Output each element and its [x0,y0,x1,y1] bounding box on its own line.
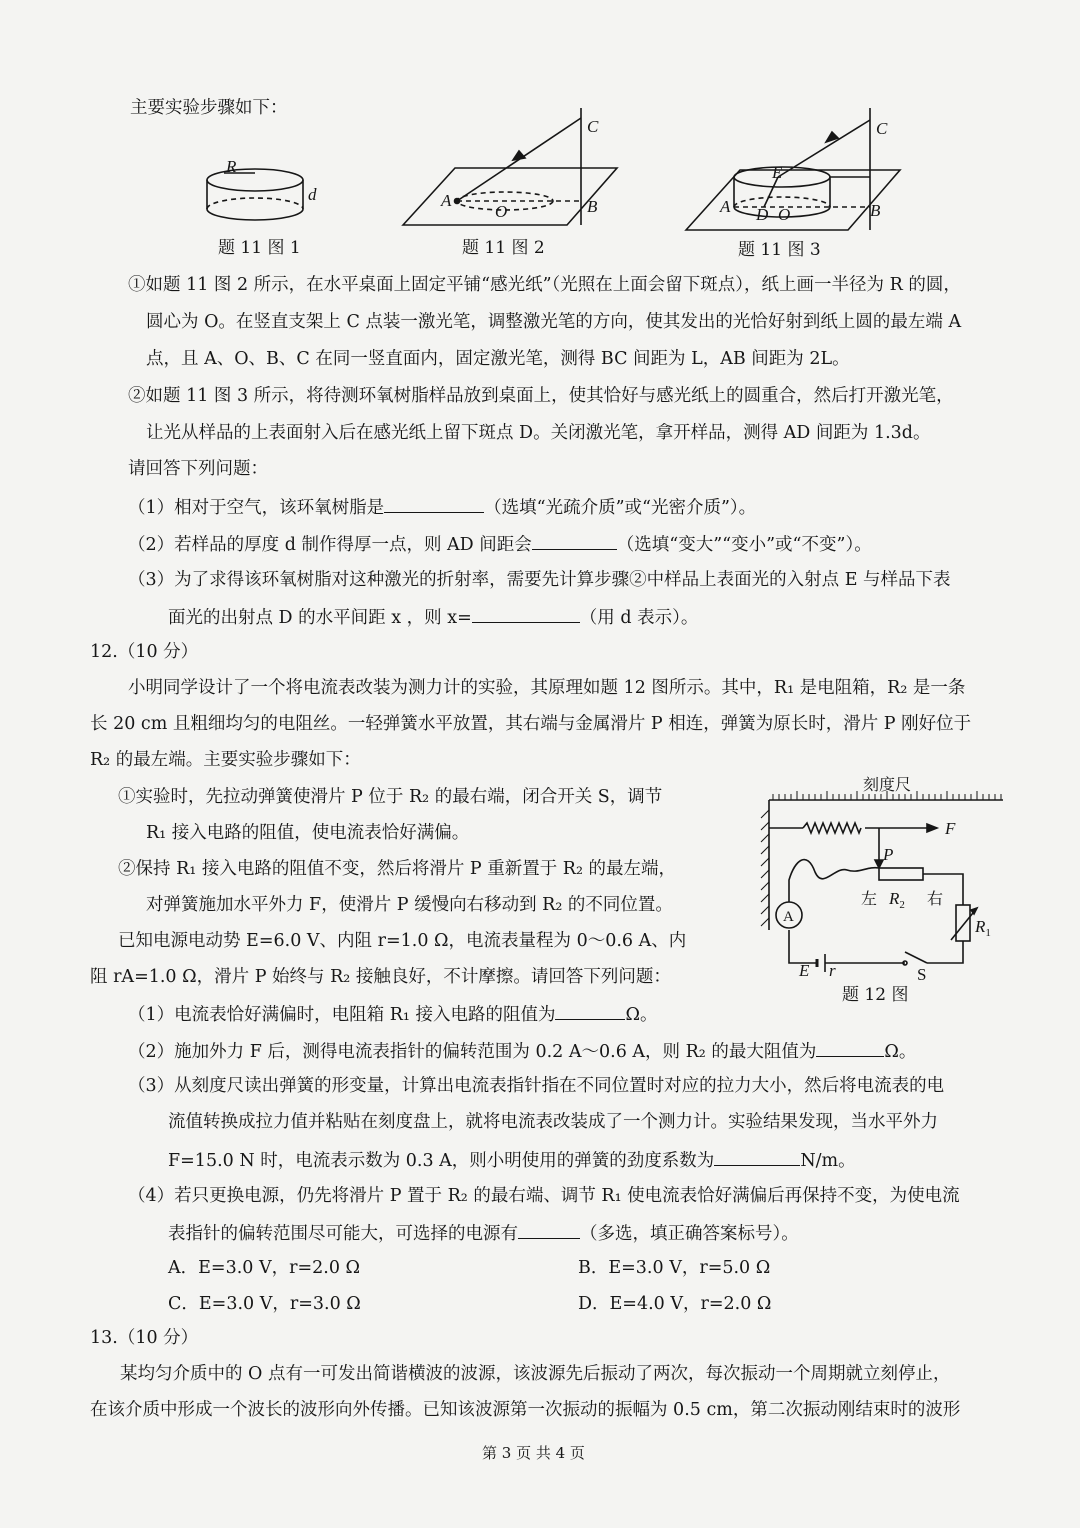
figure-12-circuit [755,775,1005,985]
label-B: B [587,197,598,216]
figure-11-3 [680,100,910,235]
q12-sub2-text: （2）施加外力 F 后，测得电流表指针的偏转范围为 0.2 A～0.6 A，则 R₂ 的最大阻值为 [128,1042,817,1062]
q12-sub3-text: F=15.0 N 时，电流表示数为 0.3 A，则小明使用的弹簧的劲度系数为 [168,1151,715,1171]
q11-step2-line1: ②如题 11 图 3 所示，将待测环氧树脂样品放到桌面上，使其恰好与感光纸上的圆重合，然后打开激光笔， [128,386,954,406]
label-F: F [945,819,956,838]
label-P: P [883,845,894,864]
answer-blank[interactable] [518,1222,580,1239]
label-d: d [308,185,317,204]
q12-step1-line2: R₁ 接入电路的阻值，使电流表恰好满偏。 [146,823,470,843]
ruler-label: 刻度尺 [863,775,912,794]
label-D: D [756,205,769,224]
label-B: B [870,201,881,220]
q12-sub1-unit: Ω。 [625,1005,658,1025]
page-footer: 第 3 页 共 4 页 [482,1444,585,1462]
caption-fig11-1: 题 11 图 1 [218,238,301,258]
q13-para-line1: 某均匀介质中的 O 点有一可发出简谐横波的波源，该波源先后振动了两次，每次振动一个周期就立刻停止， [120,1364,951,1384]
answer-blank[interactable] [384,496,484,513]
q12-given-line2: 阻 rA=1.0 Ω，滑片 P 始终与 R₂ 接触良好，不计摩擦。请回答下列问题： [90,967,671,987]
caption-fig12: 题 12 图 [842,985,909,1005]
answer-blank[interactable] [555,1003,625,1020]
q13-header: 13.（10 分） [90,1328,199,1348]
q12-sub2 [128,1040,916,1063]
label-A: A [441,191,452,210]
q12-sub4-line2 [168,1222,799,1245]
q11-sub2 [128,533,872,556]
option-C[interactable]: C．E=3.0 V，r=3.0 Ω [168,1294,361,1314]
q11-sub2-text: （2）若样品的厚度 d 制作得厚一点，则 AD 间距会 [128,535,532,555]
q12-header: 12.（10 分） [90,642,199,662]
option-B[interactable]: B．E=3.0 V，r=5.0 Ω [578,1258,771,1278]
q12-given-line1: 已知电源电动势 E=6.0 V、内阻 r=1.0 Ω，电流表量程为 0～0.6 A、内 [118,931,687,951]
q12-para-line1: 小明同学设计了一个将电流表改装为测力计的实验，其原理如题 12 图所示。其中，R₁ 是电阻箱，R₂ 是一条 [128,678,966,698]
label-O: O [778,205,791,224]
label-C: C [587,117,599,136]
resistor-R1 [956,905,970,941]
label-E: E [772,163,783,182]
q12-para-line2: 长 20 cm 且粗细均匀的电阻丝。一轻弹簧水平放置，其右端与金属滑片 P 相连，弹簧为原长时，滑片 P 刚好位于 [90,714,972,734]
q12-sub1-text: （1）电流表恰好满偏时，电阻箱 R₁ 接入电路的阻值为 [128,1005,556,1025]
q11-sub3-line1: （3）为了求得该环氧树脂对这种激光的折射率，需要先计算步骤②中样品上表面光的入射点 E 与样品下表 [128,570,951,590]
q12-para-line3: R₂ 的最左端。主要实验步骤如下： [90,750,361,770]
q12-sub4-hint: （多选，填正确答案标号）。 [580,1224,799,1244]
q12-sub3-line3 [168,1149,856,1172]
switch-S [905,952,927,963]
figure-11-2 [395,100,625,235]
q12-step2-line1: ②保持 R₁ 接入电路的阻值不变，然后将滑片 P 重新置于 R₂ 的最左端， [118,859,677,879]
label-A: A [720,197,731,216]
q11-sub1 [128,496,756,519]
q11-sub3-text: 面光的出射点 D 的水平间距 x ，则 x= [168,608,472,628]
q11-sub1-hint: （选填“光疏介质”或“光密介质”）。 [484,498,757,518]
label-A: A [783,909,794,925]
answer-blank[interactable] [532,533,617,550]
label-S: S [917,965,927,984]
option-D[interactable]: D．E=4.0 V，r=2.0 Ω [578,1294,772,1314]
q12-sub1 [128,1003,657,1026]
q11-step2-line2: 让光从样品的上表面射入后在感光纸上留下斑点 D。关闭激光笔，拿开样品，测得 AD 间距为 1.3d。 [146,423,931,443]
label-right: 右 [927,889,944,908]
resistor-R2 [879,868,923,880]
caption-fig11-3: 题 11 图 3 [738,240,821,260]
q11-sub1-text: （1）相对于空气，该环氧树脂是 [128,498,385,518]
q11-step1-line1: ①如题 11 图 2 所示，在水平桌面上固定平铺“感光纸”（光照在上面会留下斑点），纸上画一半径为 R 的圆， [128,275,961,295]
label-left: 左 [861,889,878,908]
spring [803,823,861,833]
q12-step2-line2: 对弹簧施加水平外力 F，使滑片 P 缓慢向右移动到 R₂ 的不同位置。 [146,895,673,915]
label-r: r [829,961,836,980]
q12-sub4-line1: （4）若只更换电源，仍先将滑片 P 置于 R₂ 的最右端、调节 R₁ 使电流表恰好满偏后再保持不变，为使电流 [128,1186,960,1206]
q11-sub3-line2 [168,606,698,629]
q12-sub3-line2: 流值转换成拉力值并粘贴在刻度盘上，就将电流表改装成了一个测力计。实验结果发现，当水平外力 [168,1112,938,1132]
q12-sub3-unit: N/m。 [800,1151,856,1171]
wall-hatch [761,810,769,926]
q13-para-line2: 在该介质中形成一个波长的波形向外传播。已知该波源第一次振动的振幅为 0.5 cm，第二次振动刚结束时的波形 [90,1400,961,1420]
q11-step1-line3: 点，且 A、O、B、C 在同一竖直面内，固定激光笔，测得 BC 间距为 L，AB 间距为 2L。 [146,349,850,369]
answer-blank[interactable] [472,606,580,623]
label-C: C [876,119,888,138]
q12-sub3-line1: （3）从刻度尺读出弹簧的形变量，计算出电流表指针指在不同位置时对应的拉力大小，然后将电流表的电 [128,1076,945,1096]
label-O: O [495,202,508,221]
q12-step1-line1: ①实验时，先拉动弹簧使滑片 P 位于 R₂ 的最右端，闭合开关 S，调节 [118,787,663,807]
answer-blank[interactable] [714,1149,800,1166]
label-E: E [799,961,810,980]
q11-step1-line2: 圆心为 O。在竖直支架上 C 点装一激光笔，调整激光笔的方向，使其发出的光恰好射到纸上圆的最左端 A [146,312,962,332]
q12-sub2-unit: Ω。 [884,1042,917,1062]
label-R1: $R_1$ [975,917,991,939]
answer-blank[interactable] [816,1040,884,1057]
q11-sub3-hint: （用 d 表示）。 [579,608,699,628]
q11-prompt: 请回答下列问题： [128,459,268,479]
intro-text: 主要实验步骤如下： [130,98,288,118]
q12-sub4-text: 表指针的偏转范围尽可能大，可选择的电源有 [168,1224,518,1244]
figure-11-1 [200,155,330,235]
caption-fig11-2: 题 11 图 2 [462,238,545,258]
option-A[interactable]: A．E=3.0 V，r=2.0 Ω [168,1258,361,1278]
q11-sub2-hint: （选填“变大”“变小”或“不变”）。 [616,535,872,555]
label-R2: $R_2$ [889,889,905,911]
label-R: R [226,157,237,176]
